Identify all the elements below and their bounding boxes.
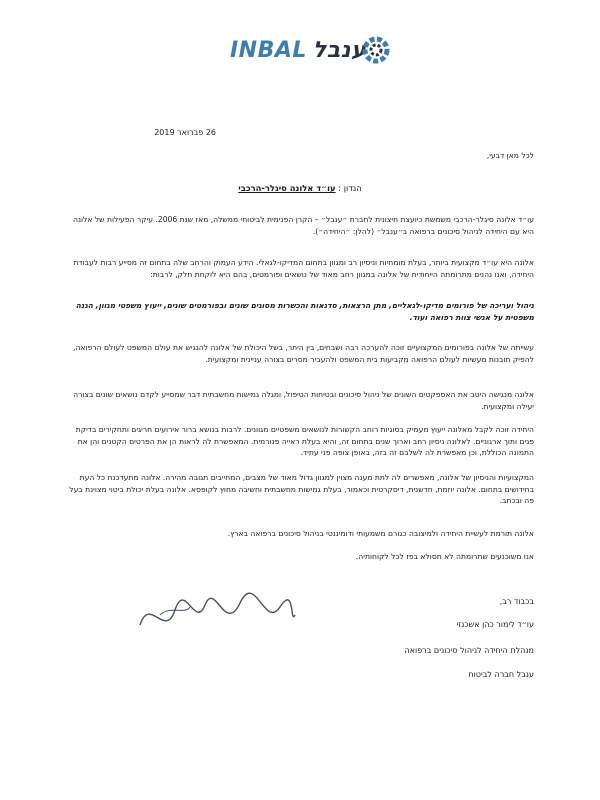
logo-text-he: ענבל [312,38,367,63]
paragraph: אנו משוכנעים שתרומתה לא תסולא בפז לכל לקוחותיה. [355,552,534,561]
company-logo [230,34,390,74]
paragraph: עשייתה של אלונה בפורומים המקצועיים זוכה להערכה רבה ושבחים, בין היתר, בשל היכולת של אלונה להנגיש את עולם המשפט לעולם הרפואה, להפיק תובנות מעשיות לעולם הרפואה מקביעות בית המשפט ולהעביר מסרים בצורה עניינית ומקצועית. [73,343,534,364]
paragraph: היחידה זוכה לקבל מאלונה ייעוץ מעמיק בסוגיות רוחב הקשורות לנושאים משפטיים מגוונים. לרבות בנושא ברור אירועים חריגים ותחקירים בדיקת פנים ותוך ארגוניים. לאלונה ניסיון רחב וארוך שנים בתחום זה, והיא בעלת ראייה פנורמית. המאפשרת לה לראות הן את הפרטים הקטנים והן את התמונה הכוללת, וכן מאפשרת לה לשלבם זה בזה, באופן צופה פני עתיד. [75,425,534,458]
subject-name: עו״ד אלונה סיגלר-הרכבי [238,183,336,193]
paragraph: המקצועיות והניסיון של אלונה, מאפשרים לה לתת מענה מצוין למגוון גדול מאוד של מצבים, המחייבים תגובה מהירה. אלונה מתעדכנת כל העת בחידושים בתחום. אלונה יוזמת, חדשנית, דיסקרטית וכאמור, בעלת גמישות מחשבתית וחשיבה מחוץ לקופסא. אלונה בעלת יכולת ביטוי מצוינת בעל פה ובכתב. [69,473,534,506]
subject-prefix: הנדון : [338,183,362,193]
paragraph: עו״ד אלונה סיגלר-הרכבי משמשת כיועצת חיצונית לחברת ״ענבל״ – הקרן הפנימית לביטוחי ממשלה, מאז שנת 2006. עיקר הפעילות של אלונה היא עם היחידה לניהול סיכונים ברפואה ב״ענבל״ (להלן: ״היחידה״). [72,215,534,236]
letter-subject [0,183,600,195]
signer-org: ענבל חברה לביטוח [468,670,534,679]
handwritten-signature [130,585,300,645]
paragraph: אלונה תורמת לעשיית היחידה ולמיצובה כגורם משמעותי ודומיננטי בניהול סיכונים ברפואה בארץ. [227,529,534,538]
letter-closing: בכבוד רב, [499,597,534,606]
logo-text [230,38,366,63]
letter-recipient: לכל מאן דבעי, [486,151,534,160]
letter-date: 26 פברואר 2019 [154,128,216,137]
paragraph: אלונה היא עו״ד מקצועית ביותר, בעלת מומחיות וניסיון רב ומגוון בתחום המדיקו-לגאלי. הידע העמוק והרחב שלה בתחום זה מסייע רבות לעבודת היחידה, ואנו נהנים מתרומתה הייחודית של אלונה במגוון רחב מאוד של נושאים ופורמטים, בהם היא לוקחת חלק, לרבות: [73,258,534,279]
signer-name: עו״ד לימור כהן אשכנזי [456,620,534,629]
paragraph-highlight: ניהול ועריכה של פורומים מדיקו-לגאליים, מתן הרצאות, סדנאות והכשרות מסוגים שונים ובפורמטים שונים, ייעוץ משפטי מגוון, הגנה משפטית על אנשי צוות רפואה ועוד. [75,301,534,322]
signer-role: מנהלת היחידה לניהול סיכונים ברפואה [404,646,534,655]
logo-mark-icon [360,34,392,66]
paragraph: אלונה מנגישה היטב את האספקטים השונים של ניהול סיכונים ובטיחות הטיפול, ומגלה גמישות מחשבתית דבר שמסייע לקדם נושאים שונים בצורה יעילה ומקצועית. [73,390,534,411]
logo-text-en: INBAL [230,38,307,63]
